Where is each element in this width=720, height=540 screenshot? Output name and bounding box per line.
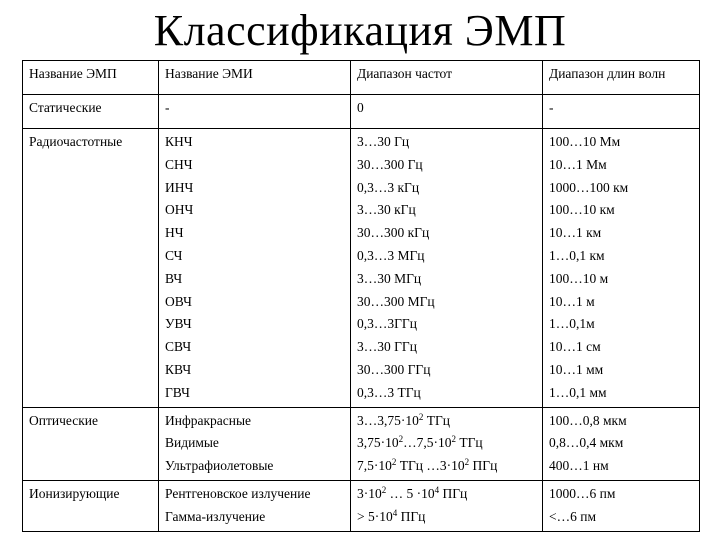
frequency-cell	[351, 95, 543, 129]
emp-name-cell: Ионизирующие	[23, 480, 159, 531]
wavelength-cell	[543, 407, 700, 480]
frequency-cell	[351, 129, 543, 408]
exponent: 2	[464, 457, 470, 468]
table-header-row	[23, 61, 700, 95]
emp-name-cell: Оптические	[23, 407, 159, 480]
emp-classification-table	[22, 60, 700, 532]
emi-name: Инфракрасные	[165, 412, 252, 428]
emi-name: КВЧ	[165, 361, 192, 377]
emi-name: ГВЧ	[165, 384, 190, 400]
wavelength-cell	[543, 480, 700, 531]
wavelength-value: 1…0,1 мм	[549, 384, 607, 400]
wavelength-value: 10…1 км	[549, 225, 602, 241]
exponent: 2	[451, 434, 456, 445]
frequency-value: 0,3…3 ТГц	[357, 384, 421, 400]
frequency-cell	[351, 407, 543, 480]
emp-name-cell: Статические	[23, 95, 159, 129]
wavelength-value: 100…10 м	[549, 270, 609, 286]
wavelength-value: 0,8…0,4 мкм	[549, 435, 624, 451]
frequency-part: 3·10	[357, 485, 382, 501]
frequency-value: 0,3…3 МГц	[357, 247, 425, 263]
frequency-value	[357, 506, 536, 529]
frequency-value	[357, 432, 536, 455]
emp-name-cell: Радиочастотные	[23, 129, 159, 408]
table-row	[23, 95, 700, 129]
emi-name: ОВЧ	[165, 293, 192, 309]
frequency-part: … 5 ·10	[386, 485, 435, 501]
table-row	[23, 129, 700, 408]
frequency-value: 30…300 Гц	[357, 156, 423, 172]
frequency-value: 0,3…3 кГц	[357, 179, 420, 195]
emi-name: НЧ	[165, 225, 184, 241]
emi-name: ОНЧ	[165, 202, 194, 218]
header-emp-name: Название ЭМП	[23, 61, 159, 95]
frequency-value	[357, 483, 536, 506]
page-title: Классификация ЭМП	[153, 6, 567, 55]
wavelength-value: 100…10 км	[549, 202, 615, 218]
frequency-cell	[351, 480, 543, 531]
frequency-value: 3…30 кГц	[357, 202, 416, 218]
exponent: 4	[392, 507, 398, 518]
emi-name: УВЧ	[165, 316, 192, 332]
header-emi-name: Название ЭМИ	[159, 61, 351, 95]
emi-name: Ультрафиолетовые	[165, 458, 274, 474]
frequency-value: 30…300 ГГц	[357, 361, 431, 377]
exponent: 4	[434, 484, 440, 495]
table-row	[23, 407, 700, 480]
frequency-part: …7,5·10	[403, 435, 452, 451]
frequency-part: > 5·10	[357, 508, 393, 524]
exponent: 2	[418, 411, 424, 422]
frequency-value: 3…30 ГГц	[357, 339, 417, 355]
emi-name: -	[165, 100, 170, 115]
frequency-part: ПГц	[397, 508, 426, 524]
frequency-value: 30…300 МГц	[357, 293, 435, 309]
wavelength-value: 1000…6 пм	[549, 485, 616, 501]
wavelength-value: 10…1 м	[549, 293, 595, 309]
frequency-part: 7,5·10	[357, 458, 392, 474]
emi-name: Рентгеновское излучение	[165, 485, 311, 501]
emi-name: СВЧ	[165, 339, 192, 355]
wavelength-cell	[543, 95, 700, 129]
frequency-part: ТГц	[456, 435, 483, 451]
emi-name: Гамма-излучение	[165, 508, 266, 524]
table-row	[23, 480, 700, 531]
frequency-part: ТГц	[423, 412, 451, 428]
emi-name: КНЧ	[165, 134, 193, 149]
exponent: 2	[398, 434, 404, 445]
wavelength-value: <…6 пм	[549, 508, 597, 524]
wavelength-cell	[543, 129, 700, 408]
emi-name: Видимые	[165, 435, 219, 451]
frequency-value: 0,3…3ГГц	[357, 316, 417, 332]
emi-cell	[159, 129, 351, 408]
wavelength-value: 1…0,1 км	[549, 247, 605, 263]
wavelength-value: 10…1 см	[549, 339, 601, 355]
frequency-part: 3,75·10	[357, 435, 399, 451]
frequency-part: 3…3,75·10	[357, 412, 419, 428]
frequency-value	[357, 455, 536, 478]
header-wavelength-range: Диапазон длин волн	[543, 61, 700, 95]
frequency-value: 0	[357, 100, 364, 115]
emi-cell	[159, 95, 351, 129]
exponent: 2	[391, 457, 397, 468]
wavelength-value: 10…1 Мм	[549, 156, 607, 172]
wavelength-value: 1000…100 км	[549, 179, 629, 195]
wavelength-value: -	[549, 100, 554, 115]
emi-cell	[159, 407, 351, 480]
wavelength-value: 100…0,8 мкм	[549, 412, 627, 428]
wavelength-value: 1…0,1м	[549, 316, 595, 332]
header-frequency-range: Диапазон частот	[351, 61, 543, 95]
emi-name: ВЧ	[165, 270, 183, 286]
emi-name: СНЧ	[165, 156, 193, 172]
wavelength-value: 10…1 мм	[549, 361, 604, 377]
frequency-value: 3…30 Гц	[357, 134, 410, 149]
frequency-value	[357, 410, 536, 433]
frequency-part: ТГц …3·10	[396, 458, 465, 474]
wavelength-value: 400…1 нм	[549, 458, 609, 474]
emi-name: СЧ	[165, 247, 183, 263]
frequency-part: ПГц	[469, 458, 498, 474]
frequency-value: 30…300 кГц	[357, 225, 430, 241]
frequency-value: 3…30 МГц	[357, 270, 422, 286]
exponent: 2	[381, 484, 387, 495]
wavelength-value: 100…10 Мм	[549, 134, 621, 149]
frequency-part: ПГц	[439, 485, 468, 501]
emi-name: ИНЧ	[165, 179, 194, 195]
emi-cell	[159, 480, 351, 531]
